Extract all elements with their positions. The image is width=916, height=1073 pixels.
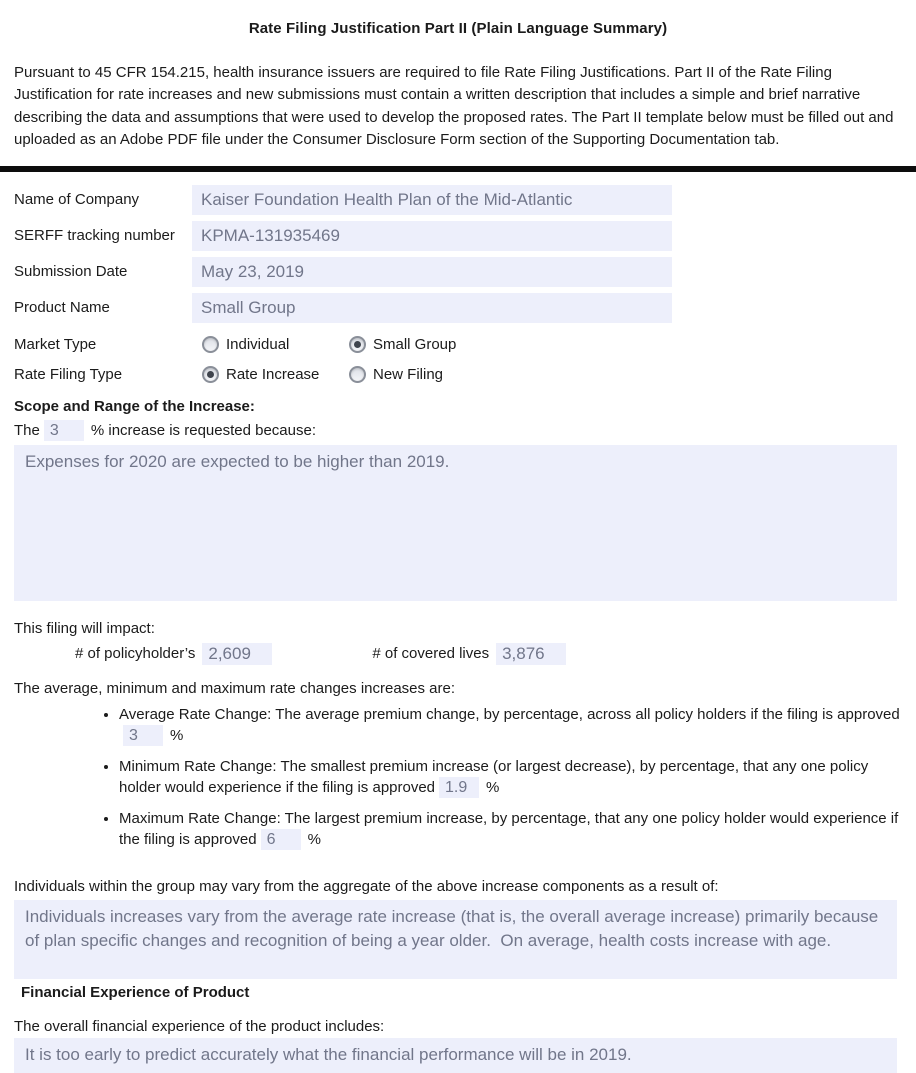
increase-sentence-prefix: The <box>14 421 40 439</box>
market-type-small-group-label: Small Group <box>373 335 457 353</box>
form-row-product-name <box>14 293 902 323</box>
new-filing-label: New Filing <box>373 365 444 383</box>
financial-textarea[interactable]: It is too early to predict accurately what the financial performance will be in 2019. <box>14 1038 897 1073</box>
increase-percent-input[interactable]: 3 <box>44 420 84 441</box>
rate-filing-type-row <box>14 366 902 383</box>
market-type-option-individual[interactable] <box>202 336 349 353</box>
maximum-rate-input[interactable]: 6 <box>261 829 301 850</box>
rate-changes-list <box>14 704 909 851</box>
submission-date-input[interactable]: May 23, 2019 <box>192 257 672 287</box>
covered-lives-input[interactable]: 3,876 <box>496 643 566 665</box>
rate-filing-option-rate-increase[interactable] <box>202 366 349 383</box>
impact-heading: This filing will impact: <box>14 619 155 637</box>
minimum-rate-unit: % <box>486 779 500 797</box>
company-name-input[interactable]: Kaiser Foundation Health Plan of the Mid-Atlantic <box>192 185 672 215</box>
bullet-minimum-rate-change <box>119 756 909 799</box>
policyholders-label: # of policyholder’s <box>75 645 196 663</box>
rate-filing-option-new-filing[interactable] <box>349 366 443 383</box>
maximum-rate-text: Maximum Rate Change: The largest premium increase, by percentage, that any one policy holder would experience if the filing is approved <box>119 809 899 849</box>
form-row-serff <box>14 221 902 251</box>
variation-textarea[interactable]: Individuals increases vary from the average rate increase (that is, the overall average increase) primarily because of plan specific changes and recognition of being a year older. On average, health costs increase with age. <box>14 900 897 979</box>
market-type-label: Market Type <box>14 335 97 353</box>
serff-number-label: SERFF tracking number <box>14 227 175 245</box>
rate-filing-type-label: Rate Filing Type <box>14 365 123 383</box>
section-divider <box>0 166 916 172</box>
variation-heading: Individuals within the group may vary from the aggregate of the above increase components as a result of: <box>14 877 719 895</box>
radio-rate-increase-icon[interactable] <box>202 366 219 383</box>
covered-lives-label: # of covered lives <box>372 645 490 663</box>
financial-heading: Financial Experience of Product <box>21 983 250 1001</box>
market-type-option-small-group[interactable] <box>349 336 456 353</box>
average-rate-unit: % <box>170 727 184 745</box>
bullet-average-rate-change <box>119 704 909 747</box>
company-name-label: Name of Company <box>14 191 140 209</box>
impact-line <box>14 643 902 665</box>
market-type-individual-label: Individual <box>226 335 290 353</box>
form-row-submission-date <box>14 257 902 287</box>
average-rate-text: Average Rate Change: The average premium change, by percentage, across all policy holders if the filing is approved <box>119 705 900 723</box>
product-name-label: Product Name <box>14 299 110 317</box>
product-name-input[interactable]: Small Group <box>192 293 672 323</box>
minimum-rate-input[interactable]: 1.9 <box>439 777 479 798</box>
radio-individual-icon[interactable] <box>202 336 219 353</box>
market-type-row <box>14 336 902 353</box>
increase-reason-textarea[interactable]: Expenses for 2020 are expected to be higher than 2019. <box>14 445 897 601</box>
minimum-rate-text: Minimum Rate Change: The smallest premium increase (or largest decrease), by percentage, that any one policy holder would experience if the filing is approved <box>119 757 869 797</box>
increase-sentence <box>14 420 902 441</box>
company-info-form <box>14 185 902 383</box>
radio-new-filing-icon[interactable] <box>349 366 366 383</box>
financial-lead: The overall financial experience of the product includes: <box>14 1017 385 1035</box>
page-title: Rate Filing Justification Part II (Plain Language Summary) <box>248 20 668 37</box>
intro-paragraph: Pursuant to 45 CFR 154.215, health insurance issuers are required to file Rate Filing Justifications. Part II of the Rate Filing Justification for rate increases and new submissions must contain a written description that includes a simple and brief narrative describing the data and assumptions that were used to develop the proposed rates. The Part II template below must be filled out and uploaded as an Adobe PDF file under the Consumer Disclosure Form section of the Supporting Documentation tab. <box>14 64 894 149</box>
average-rate-input[interactable]: 3 <box>123 725 163 746</box>
bullet-maximum-rate-change <box>119 808 909 851</box>
increase-sentence-suffix: % increase is requested because: <box>90 421 316 439</box>
form-row-company <box>14 185 902 215</box>
maximum-rate-unit: % <box>307 831 321 849</box>
radio-small-group-icon[interactable] <box>349 336 366 353</box>
policyholders-input[interactable]: 2,609 <box>202 643 272 665</box>
rate-increase-label: Rate Increase <box>226 365 320 383</box>
submission-date-label: Submission Date <box>14 263 128 281</box>
scope-heading: Scope and Range of the Increase: <box>14 397 255 415</box>
serff-number-input[interactable]: KPMA-131935469 <box>192 221 672 251</box>
rate-changes-heading: The average, minimum and maximum rate changes increases are: <box>14 679 456 697</box>
